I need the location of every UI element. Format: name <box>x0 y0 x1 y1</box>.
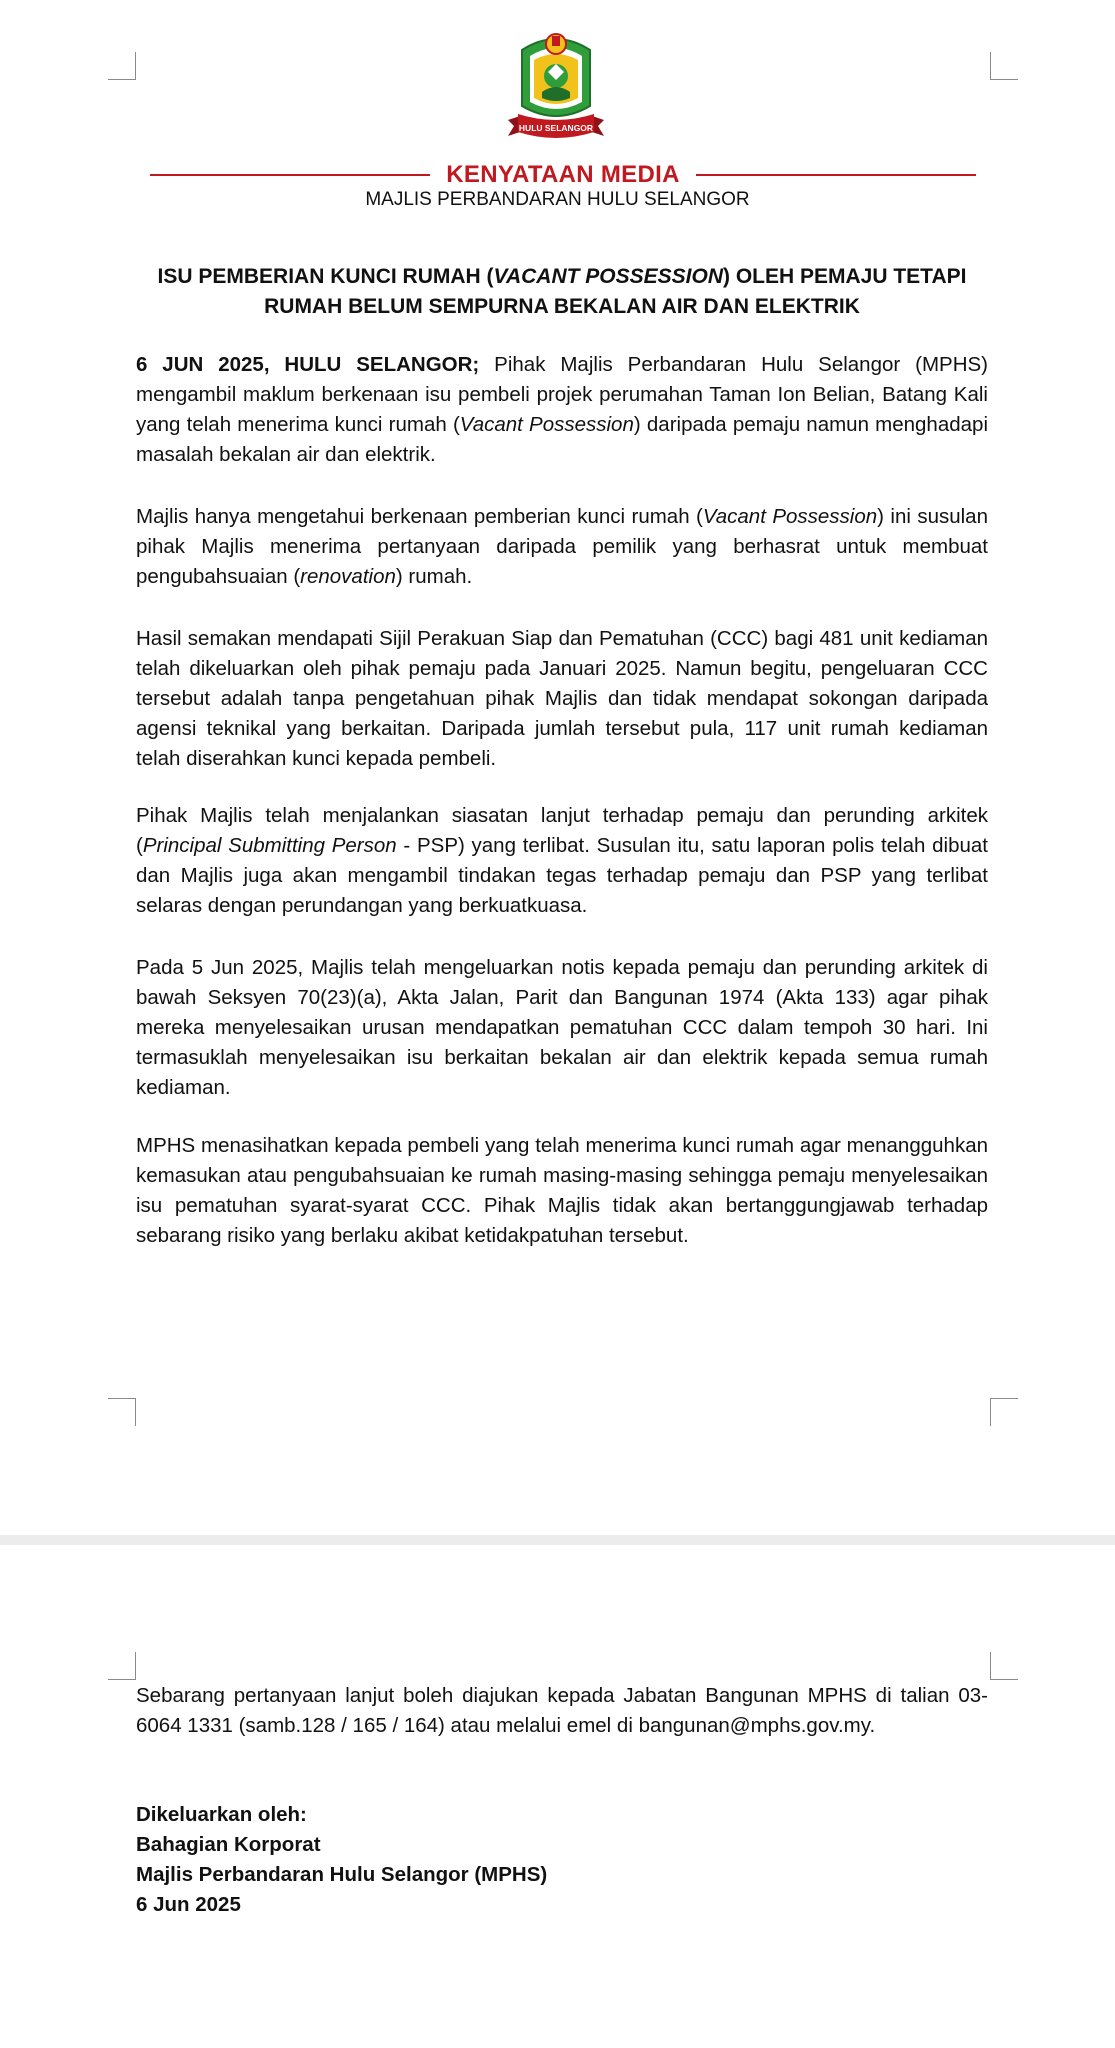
page-title: KENYATAAN MEDIA <box>446 161 680 188</box>
page-corner-mark <box>108 52 136 80</box>
statement-heading <box>136 262 988 322</box>
document-page-2 <box>0 1545 1115 2048</box>
paragraph-2-text-c: ) rumah. <box>395 565 473 588</box>
page-corner-mark <box>990 1652 1018 1680</box>
dateline: 6 JUN 2025, HULU SELANGOR; <box>136 353 480 376</box>
paragraph-2 <box>136 502 988 592</box>
signoff-date: 6 Jun 2025 <box>136 1893 241 1916</box>
page-corner-mark <box>108 1398 136 1426</box>
paragraph-2-text-b: ) ini susulan pihak Majlis menerima pertanyaan daripada pemilik yang berhasrat untuk membuat pengubahsuaian ( <box>136 505 988 588</box>
paragraph-1-italic: Vacant Possession <box>459 413 634 436</box>
page-corner-mark <box>108 1652 136 1680</box>
paragraph-1 <box>136 350 988 470</box>
paragraph-3: Hasil semakan mendapati Sijil Perakuan Siap dan Pematuhan (CCC) bagi 481 unit kediaman telah dikeluarkan oleh pihak pemaju pada Januari 2025. Namun begitu, pengeluaran CCC tersebut adalah tanpa pengetahuan pihak Majlis dan tidak mendapat sokongan daripada agensi teknikal yang berkaitan. Daripada jumlah tersebut pula, 117 unit rumah kediaman telah diserahkan kunci kepada pembeli. <box>136 627 988 770</box>
enquiry-paragraph: Sebarang pertanyaan lanjut boleh diajukan kepada Jabatan Bangunan MPHS di talian 03-6064 1331 (samb.128 / 165 / 164) atau melalui emel di bangunan@mphs.gov.my. <box>136 1684 988 1737</box>
paragraph-1-text-a: Pihak Majlis Perbandaran Hulu Selangor (MPHS) mengambil maklum berkenaan isu pembeli projek perumahan Taman Ion Belian, Batang Kali yang telah menerima kunci rumah ( <box>136 353 988 436</box>
logo-banner-text: HULU SELANGOR <box>518 123 594 133</box>
page-corner-mark <box>990 1398 1018 1426</box>
mphs-crest-logo <box>502 28 610 153</box>
signoff-block <box>136 1800 547 1920</box>
heading-text-part1: ISU PEMBERIAN KUNCI RUMAH ( <box>157 265 494 288</box>
paragraph-2-italic-a: Vacant Possession <box>702 505 878 528</box>
page-separator <box>0 1535 1115 1545</box>
title-divider-right <box>696 174 976 176</box>
paragraph-2-italic-b: renovation <box>300 565 396 588</box>
heading-text-part2: ) OLEH PEMAJU TETAPI RUMAH BELUM SEMPURNA BEKALAN AIR DAN ELEKTRIK <box>264 265 967 318</box>
paragraph-4 <box>136 801 988 921</box>
paragraph-4-text-b: - PSP) yang terlibat. Susulan itu, satu laporan polis telah dibuat dan Majlis juga akan mengambil tindakan tegas terhadap pemaju dan PSP yang terlibat selaras dengan perundangan yang berkuatkuasa. <box>136 834 988 917</box>
paragraph-1-text-b: ) daripada pemaju namun menghadapi masalah bekalan air dan elektrik. <box>136 413 988 466</box>
heading-italic-term: VACANT POSSESSION <box>493 265 723 288</box>
signoff-organisation: Majlis Perbandaran Hulu Selangor (MPHS) <box>136 1863 548 1886</box>
signoff-label: Dikeluarkan oleh: <box>136 1803 307 1826</box>
page-corner-mark <box>990 52 1018 80</box>
title-divider-left <box>150 174 430 176</box>
paragraph-4-text-a: Pihak Majlis telah menjalankan siasatan lanjut terhadap pemaju dan perunding arkitek ( <box>136 804 988 857</box>
paragraph-4-italic: Principal Submitting Person <box>142 834 397 857</box>
page-subtitle: MAJLIS PERBANDARAN HULU SELANGOR <box>365 189 750 210</box>
signoff-department: Bahagian Korporat <box>136 1833 321 1856</box>
media-statement-title-row <box>150 160 976 190</box>
paragraph-6: MPHS menasihatkan kepada pembeli yang telah menerima kunci rumah agar menangguhkan kemasukan atau pengubahsuaian ke rumah masing-masing sehingga pemaju menyelesaikan isu pematuhan syarat-syarat CCC. Pihak Majlis tidak akan bertanggungjawab terhadap sebarang risiko yang berlaku akibat ketidakpatuhan tersebut. <box>136 1134 988 1247</box>
paragraph-2-text-a: Majlis hanya mengetahui berkenaan pemberian kunci rumah ( <box>136 505 703 528</box>
paragraph-5: Pada 5 Jun 2025, Majlis telah mengeluarkan notis kepada pemaju dan perunding arkitek di bawah Seksyen 70(23)(a), Akta Jalan, Parit dan Bangunan 1974 (Akta 133) agar pihak mereka menyelesaikan urusan mendapatkan pematuhan CCC dalam tempoh 30 hari. Ini termasuklah menyelesaikan isu berkaitan bekalan air dan elektrik kepada semua rumah kediaman. <box>136 956 988 1099</box>
